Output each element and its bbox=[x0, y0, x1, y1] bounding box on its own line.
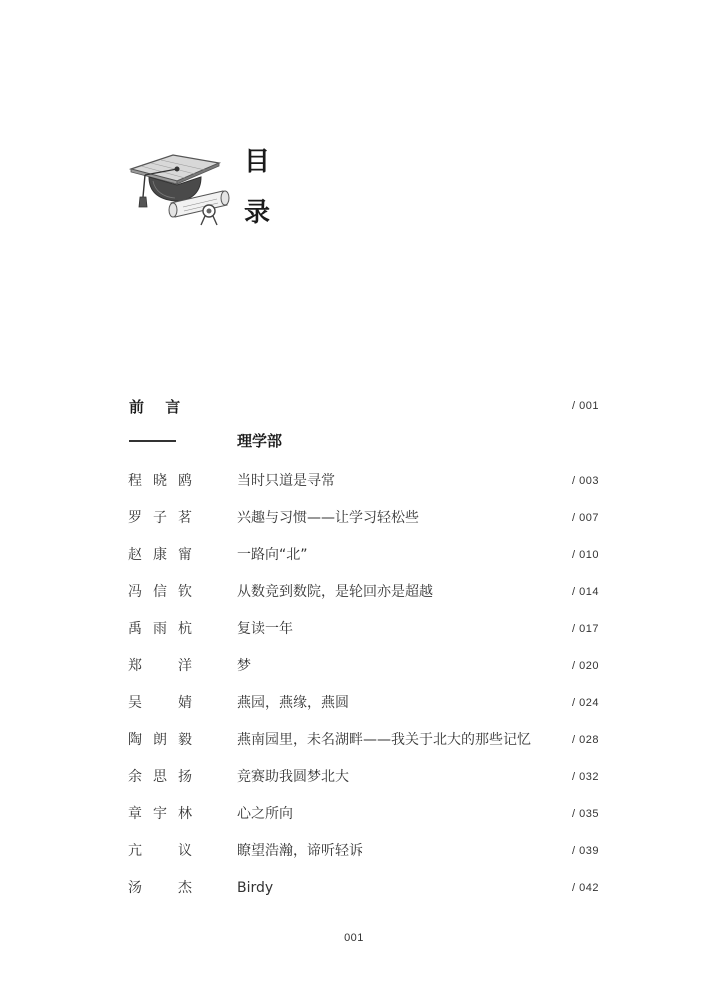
entry-page-number: / 039 bbox=[572, 845, 599, 857]
entry-title: 从数竞到数院，是轮回亦是超越 bbox=[237, 584, 433, 600]
entry-page-number: / 010 bbox=[572, 549, 599, 561]
entry-page-number: / 003 bbox=[572, 475, 599, 487]
entry-author: 余思扬 bbox=[128, 769, 192, 785]
entry-page-number: / 032 bbox=[572, 771, 599, 783]
entry-page-number: / 017 bbox=[572, 623, 599, 635]
toc-entry[interactable] bbox=[0, 618, 708, 640]
toc-entry[interactable] bbox=[0, 544, 708, 566]
entry-author: 赵康甯 bbox=[128, 547, 192, 563]
section-dash bbox=[129, 440, 176, 442]
entry-author: 陶朗毅 bbox=[128, 732, 192, 748]
preface-row[interactable] bbox=[0, 395, 708, 417]
entry-title: 燕园，燕缘，燕圆 bbox=[237, 695, 349, 711]
contents-title-char-2: 录 bbox=[244, 198, 271, 228]
contents-title-char-1: 目 bbox=[244, 147, 271, 177]
entry-author: 章宇林 bbox=[128, 806, 192, 822]
entry-author: 罗子茗 bbox=[128, 510, 192, 526]
toc-entry[interactable] bbox=[0, 840, 708, 862]
entry-title: 瞭望浩瀚，谛听轻诉 bbox=[237, 843, 363, 859]
entry-author: 吴 婧 bbox=[128, 695, 192, 711]
preface-page-number: / 001 bbox=[572, 400, 599, 412]
entry-title: 当时只道是寻常 bbox=[237, 473, 335, 489]
toc-entry[interactable] bbox=[0, 729, 708, 751]
entry-page-number: / 014 bbox=[572, 586, 599, 598]
entry-page-number: / 042 bbox=[572, 882, 599, 894]
entry-author: 程晓鸥 bbox=[128, 473, 192, 489]
page-footer-number: 001 bbox=[344, 932, 364, 944]
entry-title: 兴趣与习惯——让学习轻松些 bbox=[237, 510, 419, 526]
entry-author: 冯信钦 bbox=[128, 584, 192, 600]
toc-entry[interactable] bbox=[0, 766, 708, 788]
entry-title: 竞赛助我圆梦北大 bbox=[237, 769, 349, 785]
entry-page-number: / 020 bbox=[572, 660, 599, 672]
entry-page-number: / 007 bbox=[572, 512, 599, 524]
toc-entry[interactable] bbox=[0, 692, 708, 714]
toc-entry[interactable] bbox=[0, 803, 708, 825]
entry-page-number: / 035 bbox=[572, 808, 599, 820]
entry-page-number: / 028 bbox=[572, 734, 599, 746]
toc-entry[interactable] bbox=[0, 507, 708, 529]
toc-entry[interactable] bbox=[0, 877, 708, 899]
entry-title: 一路向“北” bbox=[237, 547, 308, 563]
entry-title: 心之所向 bbox=[237, 806, 293, 822]
section-title: 理学部 bbox=[237, 432, 283, 450]
entry-title: 梦 bbox=[237, 658, 251, 674]
entry-author: 郑 洋 bbox=[128, 658, 192, 674]
entry-title: Birdy bbox=[237, 880, 274, 896]
entry-author: 汤 杰 bbox=[128, 880, 192, 896]
entry-page-number: / 024 bbox=[572, 697, 599, 709]
toc-entry[interactable] bbox=[0, 655, 708, 677]
toc-entry[interactable] bbox=[0, 581, 708, 603]
preface-label: 前 言 bbox=[129, 398, 189, 416]
entry-author: 禹雨杭 bbox=[128, 621, 192, 637]
entry-author: 亢 议 bbox=[128, 843, 192, 859]
entry-title: 燕南园里，未名湖畔——我关于北大的那些记忆 bbox=[237, 732, 531, 748]
entry-title: 复读一年 bbox=[237, 621, 293, 637]
toc-entry[interactable] bbox=[0, 470, 708, 492]
